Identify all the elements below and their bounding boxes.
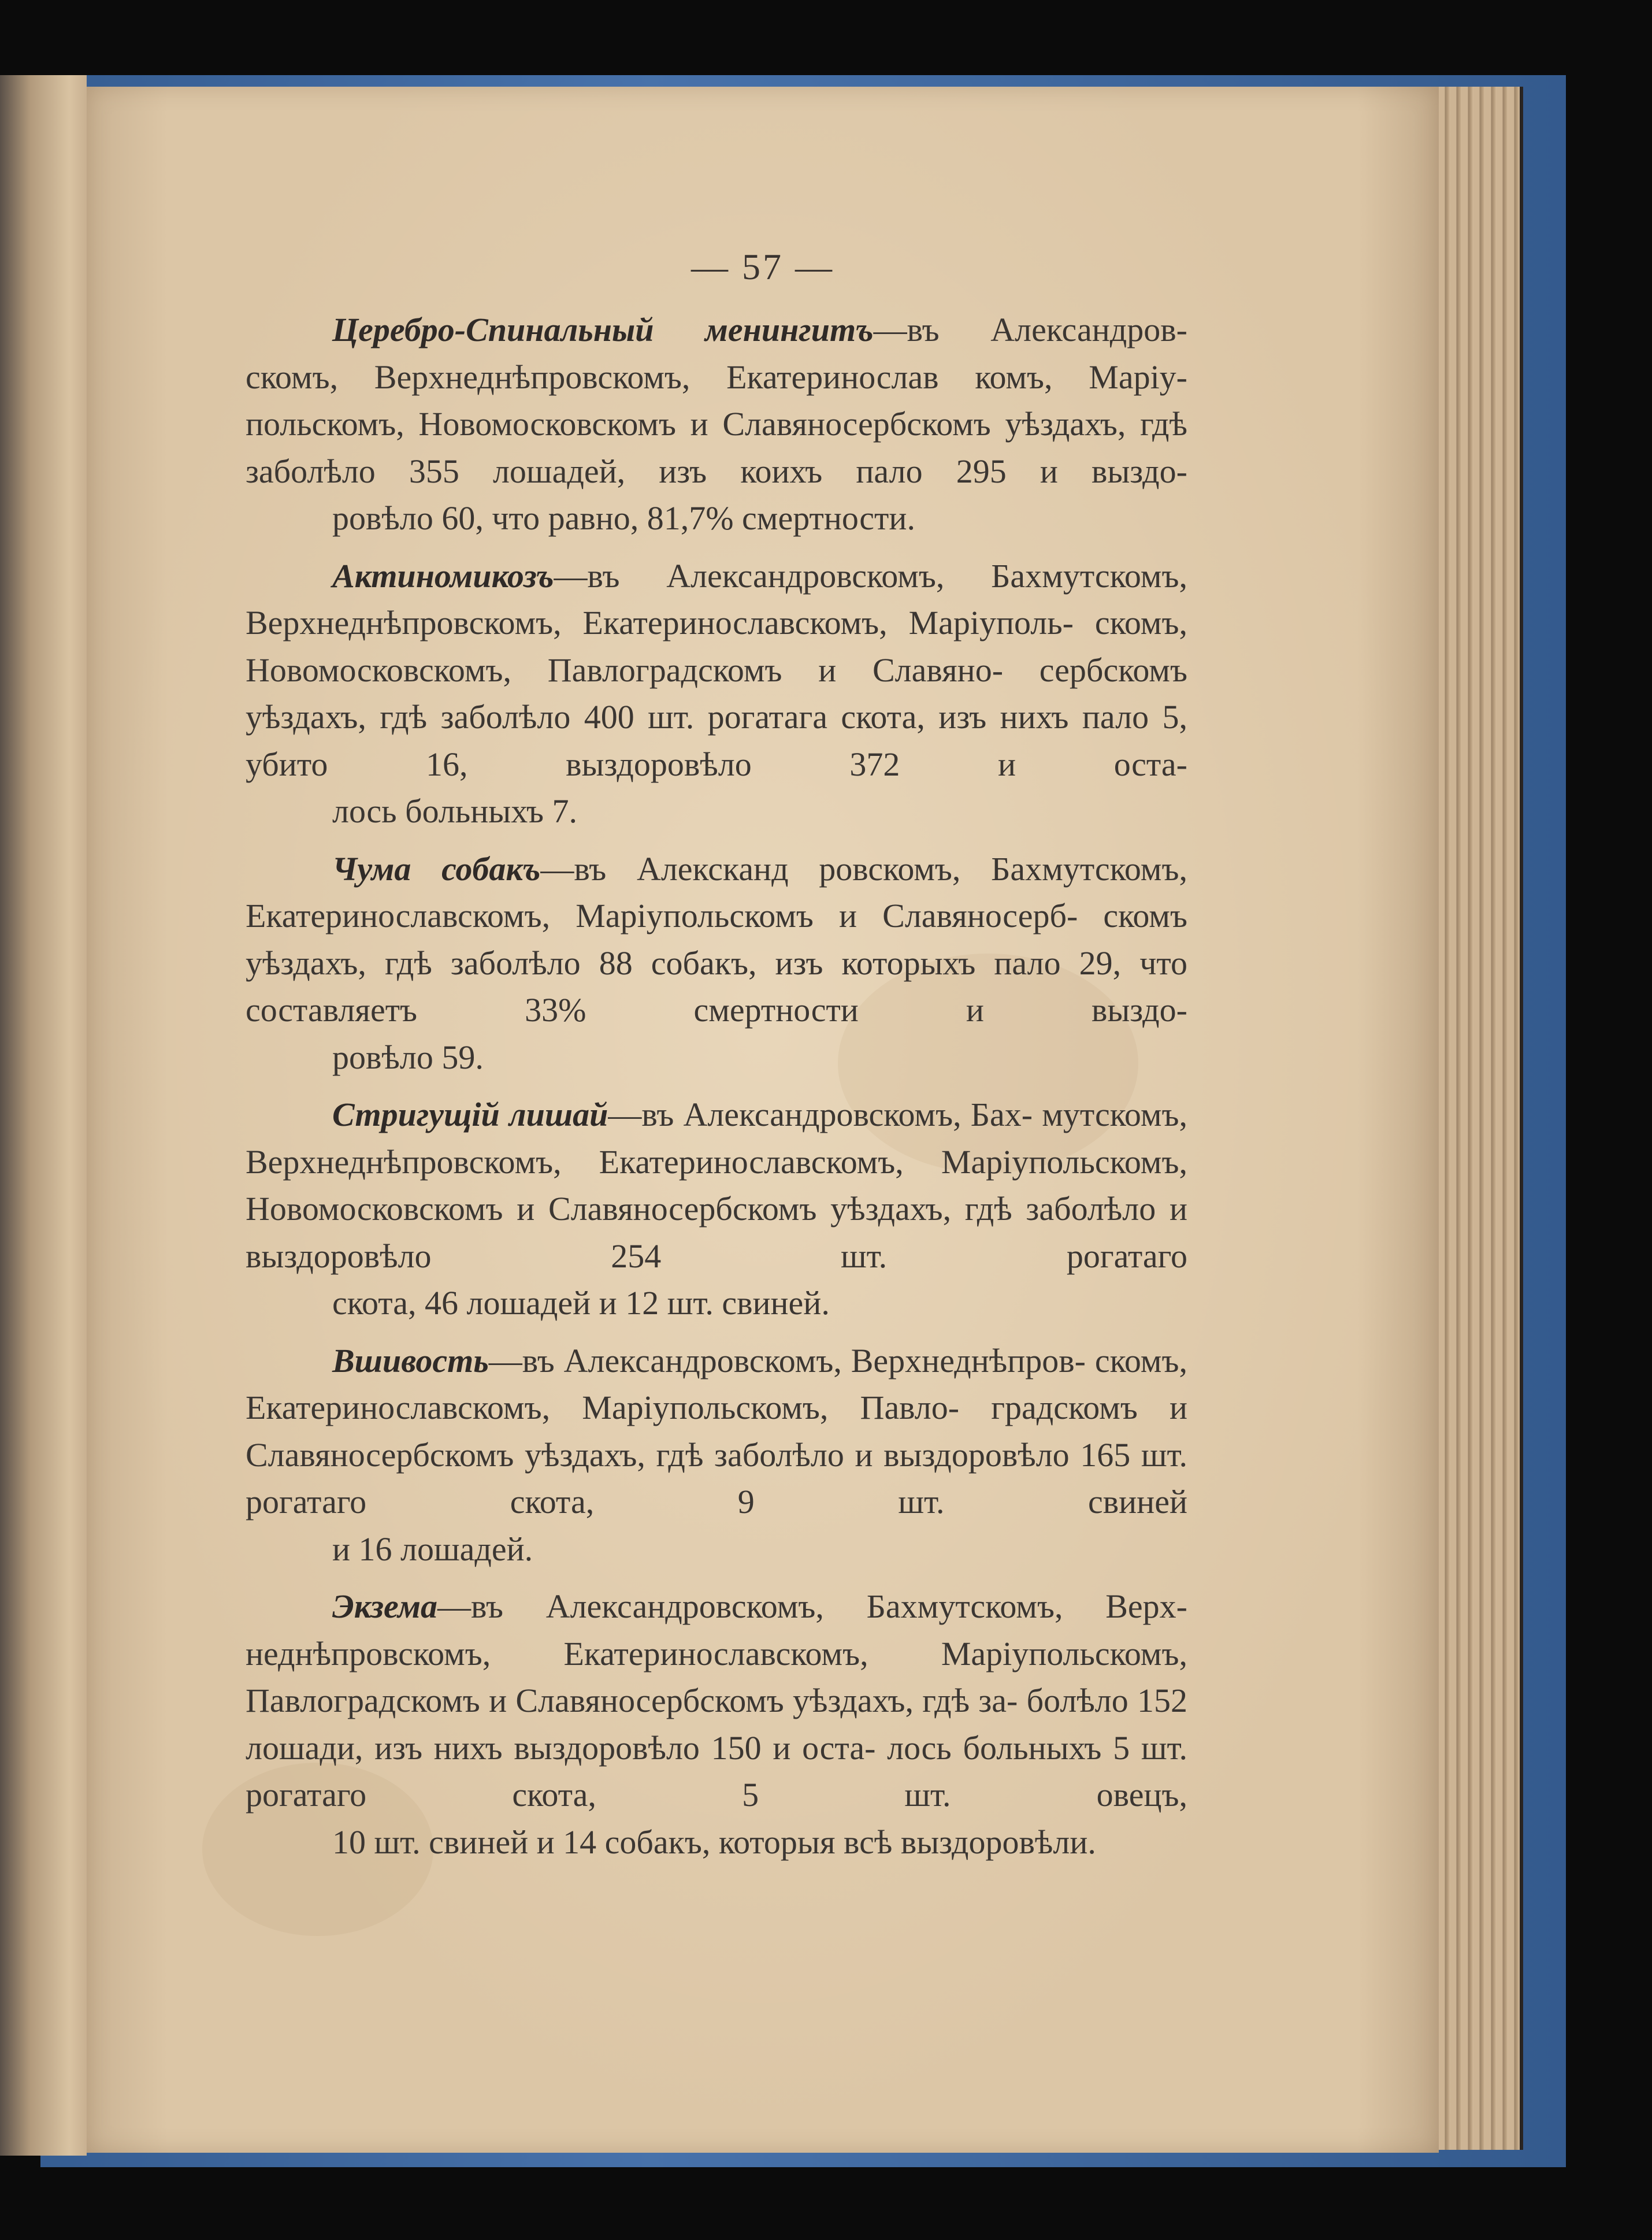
paragraph-actinomycosis [246, 552, 1187, 835]
paragraph-lice [246, 1337, 1187, 1573]
text-line: —въ Александров- [873, 311, 1187, 348]
text-line-last: ровѣло 60, что равно, 81,7% смертности. [332, 499, 915, 537]
paragraph-meningitis [246, 306, 1187, 542]
disease-term: Экзема [332, 1588, 438, 1625]
text-line-last: и 16 лошадей. [332, 1530, 533, 1568]
text-line-last: 10 шт. свиней и 14 собакъ, которыя всѣ выздоровѣли. [332, 1823, 1096, 1861]
text-line: болѣло 152 лошади, изъ нихъ выздоровѣло 150 и оста- [246, 1682, 1188, 1767]
paragraph-distemper [246, 845, 1187, 1081]
paragraph-ringworm [246, 1091, 1187, 1327]
paragraph-eczema [246, 1583, 1187, 1866]
text-line: —въ Александровскомъ, Бахмутскомъ, [554, 557, 1187, 595]
text-line: Верхнеднѣпровскомъ, Екатеринославскомъ, Маріуполь- [246, 604, 1074, 641]
text-line: скомъ уѣздахъ, гдѣ заболѣло 88 собакъ, изъ которыхъ [246, 897, 1187, 982]
text-line-last: лось больныхъ 7. [332, 792, 578, 830]
text-line-last: ровѣло 59. [332, 1038, 484, 1076]
text-line: изъ нихъ пало 5, убито 16, выздоровѣло 372 и оста- [246, 698, 1188, 783]
text-line: уѣздахъ, гдѣ заболѣло и выздоровѣло 254 шт. рогатаго [246, 1190, 1187, 1275]
text-line: скомъ, Екатеринославскомъ, Маріупольскомъ, Павло- [246, 1341, 1187, 1426]
disease-term: Стригущій лишай [332, 1096, 608, 1133]
disease-term: Актиномикозъ [332, 557, 554, 595]
page-number: — 57 — [691, 246, 834, 287]
text-line: —въ Александровскомъ, Бах- [608, 1096, 1033, 1133]
text-line: скомъ, Верхнеднѣпровскомъ, Екатеринослав комъ, Маріу- [246, 358, 1187, 396]
text-line: пало 29, что составляетъ 33% смертности и выздо- [246, 944, 1187, 1029]
facing-page-edge [0, 75, 87, 2156]
disease-term: Чума собакъ [332, 850, 541, 888]
disease-term: Церебро-Спинальный менингитъ [332, 311, 874, 348]
text-line-last: скота, 46 лошадей и 12 шт. свиней. [332, 1284, 830, 1322]
text-line: мутскомъ, Верхнеднѣпровскомъ, Екатеринославскомъ, [246, 1096, 1188, 1181]
text-line: —въ Александровскомъ, Бахмутскомъ, Верх- [437, 1588, 1187, 1625]
text-line: неднѣпровскомъ, Екатеринославскомъ, Маріупольскомъ, [246, 1634, 1187, 1672]
text-line: гдѣ заболѣло 355 лошадей, изъ коихъ пало 295 и выздо- [246, 405, 1187, 490]
text-line: Павлоградскомъ и Славяносербскомъ уѣздахъ, гдѣ за- [246, 1682, 1018, 1719]
text-line: скомъ, Новомосковскомъ, Павлоградскомъ и Славяно- [246, 604, 1187, 689]
text-line: сербскомъ уѣздахъ, гдѣ заболѣло 400 шт. рогатага скота, [246, 651, 1188, 736]
text-line: и выздоровѣло 165 шт. рогатаго скота, 9 шт. свиней [246, 1436, 1187, 1520]
text-line: —въ Александровскомъ, Верхнеднѣпров- [488, 1341, 1086, 1379]
disease-term: Вшивость [332, 1341, 489, 1379]
book-page [87, 87, 1439, 2153]
text-line: —въ Алексканд ровскомъ, Бахмутскомъ, [540, 850, 1187, 888]
page-edges [1427, 87, 1523, 2150]
body-text [246, 306, 1187, 1866]
text-line: лось больныхъ 5 шт. рогатаго скота, 5 шт. овецъ, [246, 1729, 1187, 1813]
text-line: Маріупольскомъ, Новомосковскомъ и Славяносербскомъ [246, 1143, 1187, 1227]
text-line: градскомъ и Славяносербскомъ уѣздахъ, гдѣ заболѣло [246, 1389, 1187, 1474]
text-line: польскомъ, Новомосковскомъ и Славяносербскомъ уѣздахъ, [246, 405, 1126, 443]
text-line: Екатеринославскомъ, Маріупольскомъ и Славяносерб- [246, 897, 1078, 934]
